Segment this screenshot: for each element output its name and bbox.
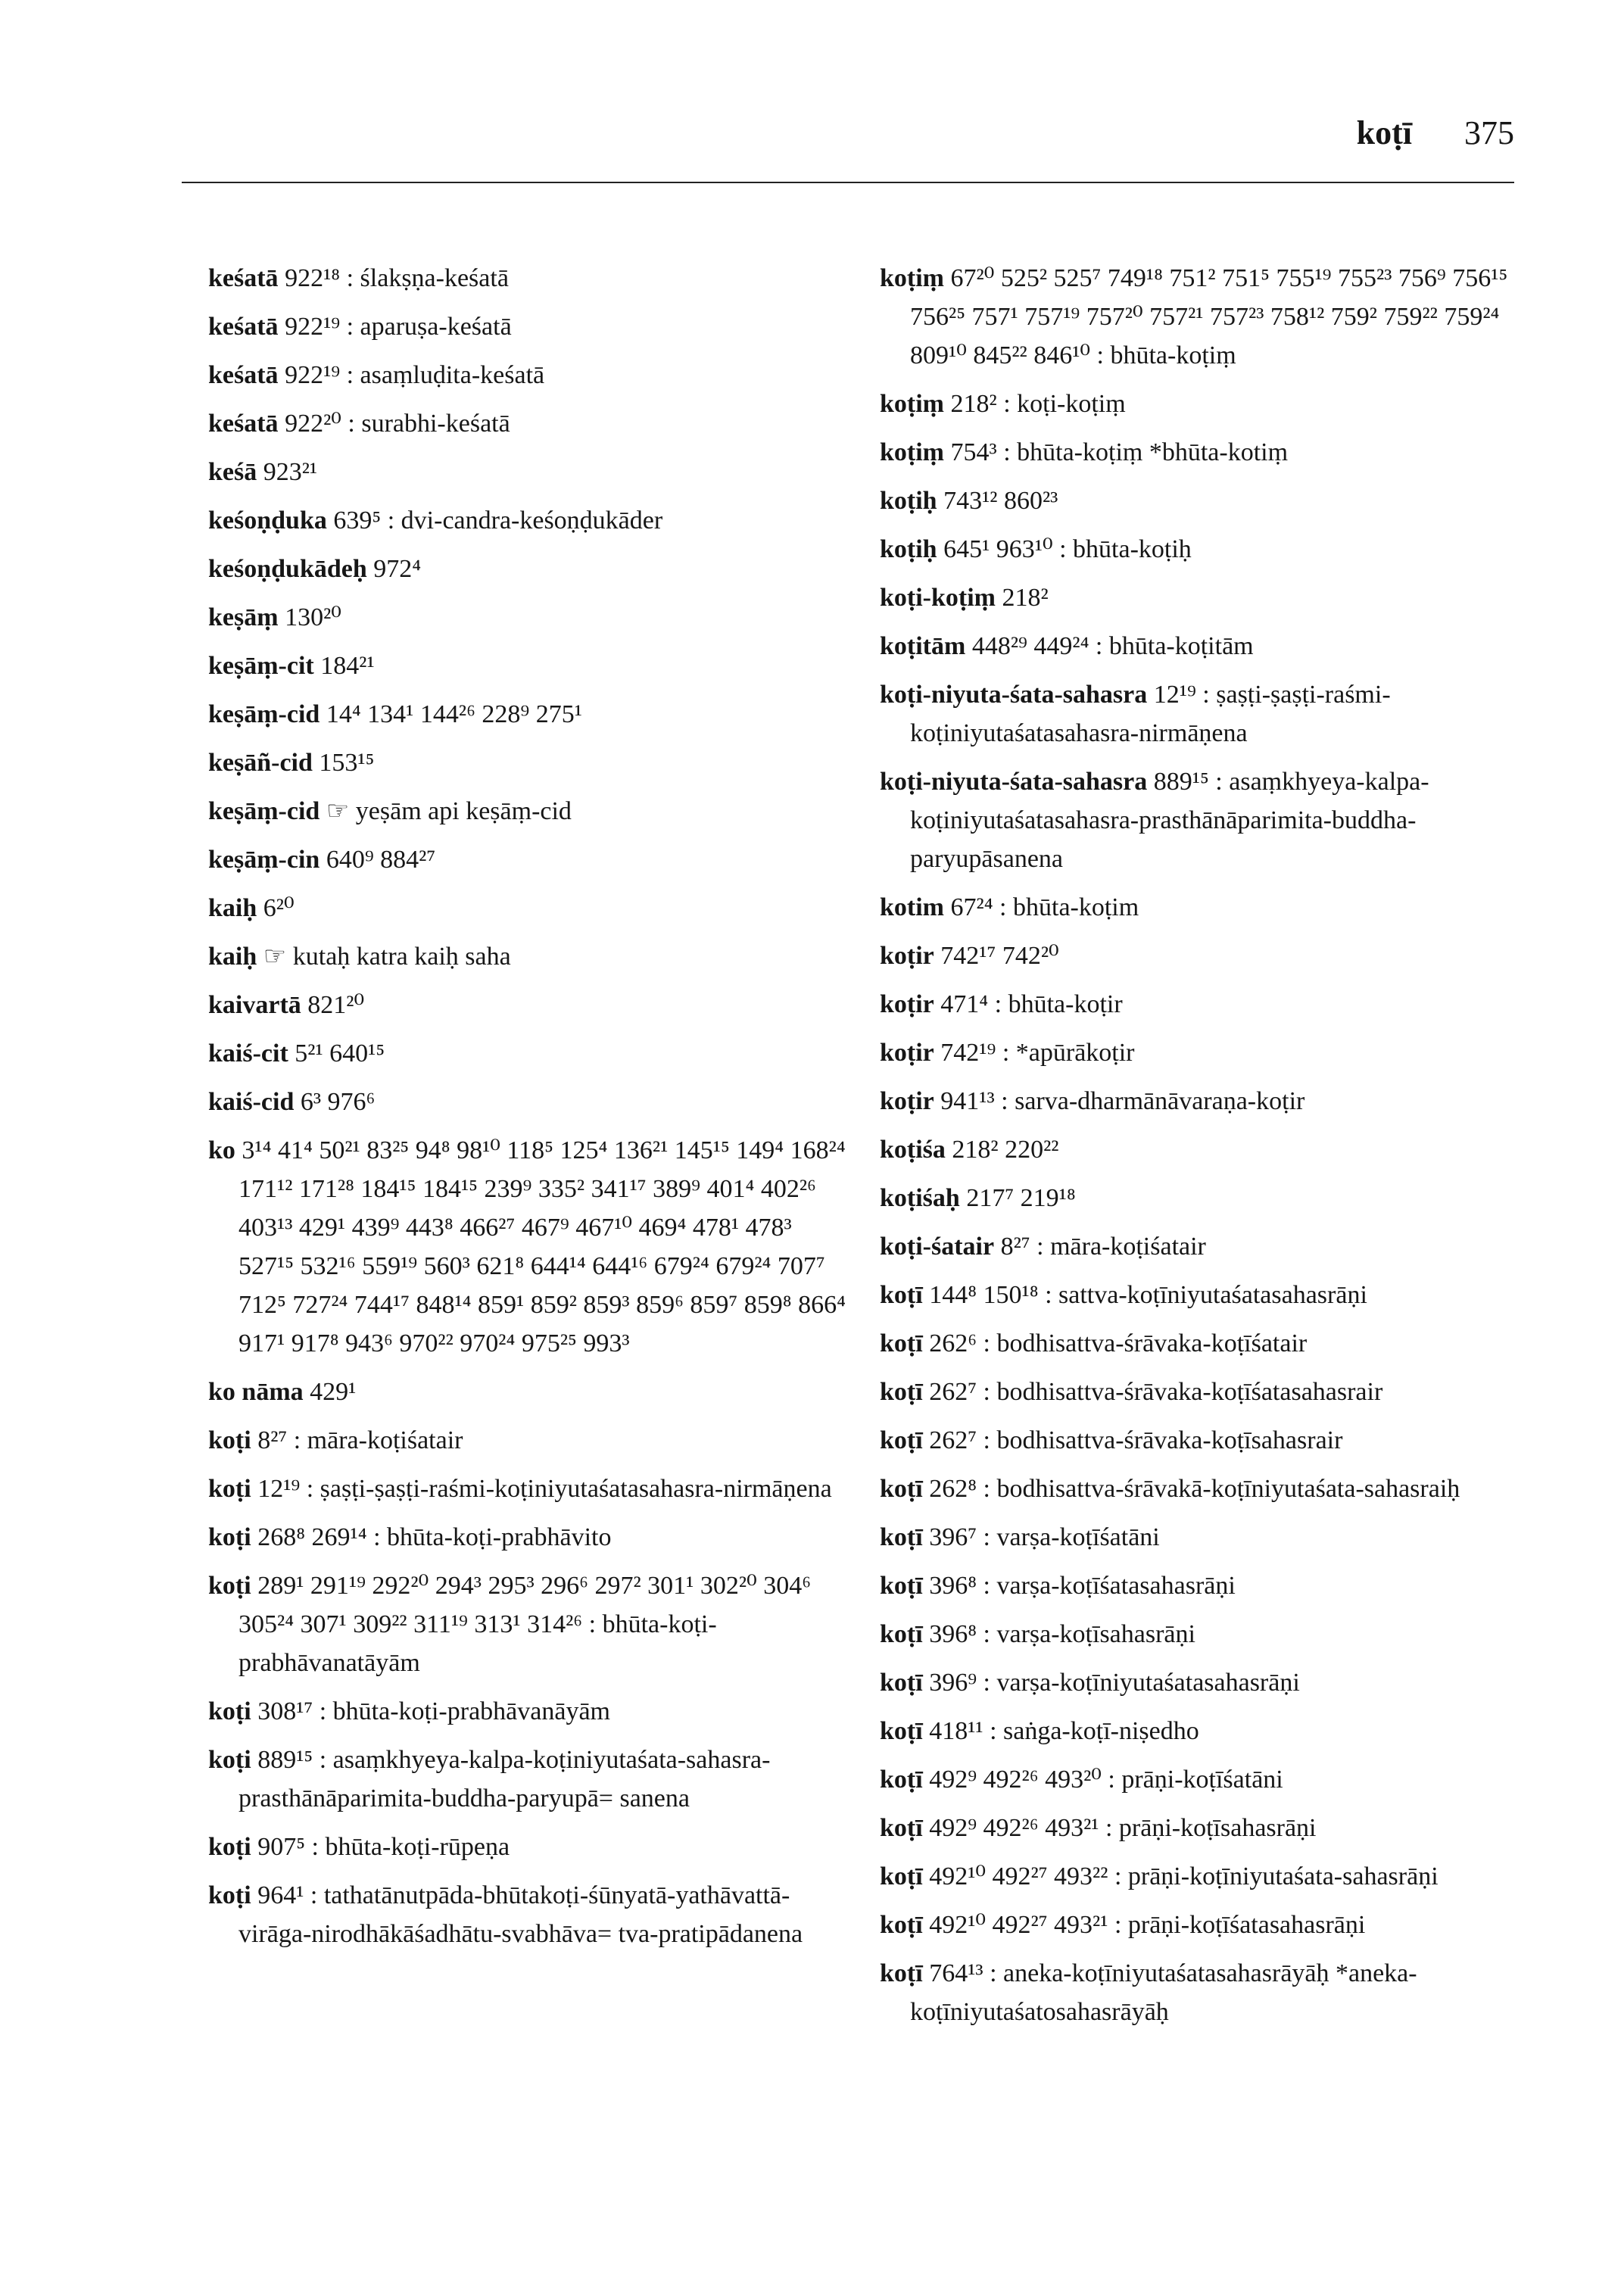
index-entry	[880, 1857, 1527, 1896]
entry-headword: keṣāṃ-cid	[208, 797, 320, 825]
index-entry	[880, 937, 1527, 975]
entry-references: 262⁶ : bodhisattva-śrāvaka-koṭīśatair	[922, 1329, 1308, 1357]
entry-references: 396⁸ : varṣa-koṭīsahasrāṇi	[922, 1620, 1195, 1648]
index-entry	[208, 743, 852, 782]
index-entry	[880, 530, 1527, 569]
entry-headword: koṭiśaḥ	[880, 1184, 960, 1212]
index-entry	[880, 1373, 1527, 1411]
entry-references: 492¹⁰ 492²⁷ 493²² : prāṇi-koṭīniyutaśata-sahasrāṇi	[922, 1862, 1439, 1890]
left-column	[208, 259, 852, 1963]
entry-references: 3¹⁴ 41⁴ 50²¹ 83²⁵ 94⁸ 98¹⁰ 118⁵ 125⁴ 136²¹ 145¹⁵ 149⁴ 168²⁴ 171¹² 171²⁸ 184¹⁵ 184¹⁵ 239⁹ 335² 341¹⁷ 389⁹ 401⁴ 402²⁶ 403¹³ 429¹ 439⁹ 443⁸ 466²⁷ 467⁹ 467¹⁰ 469⁴ 478¹ 478³ 527¹⁵ 532¹⁶ 559¹⁹ 560³ 621⁸ 644¹⁴ 644¹⁶ 679²⁴ 679²⁴ 707⁷ 712⁵ 727²⁴ 744¹⁷ 848¹⁴ 859¹ 859² 859³ 859⁶ 859⁷ 859⁸ 866⁴ 917¹ 917⁸ 943⁶ 970²² 970²⁴ 975²⁵ 993³	[235, 1136, 846, 1357]
entry-references: 492¹⁰ 492²⁷ 493²¹ : prāṇi-koṭīśatasahasrāṇi	[922, 1911, 1366, 1939]
entry-headword: koṭī	[880, 1669, 923, 1697]
index-entry	[208, 404, 852, 443]
index-entry	[208, 1828, 852, 1866]
index-entry	[208, 598, 852, 637]
index-entry	[880, 1421, 1527, 1460]
entry-references: 742¹⁷ 742²⁰	[934, 942, 1059, 970]
entry-headword: koṭī	[880, 1814, 923, 1842]
entry-references: 8²⁷ : māra-koṭiśatair	[251, 1426, 463, 1454]
index-entry	[880, 1663, 1527, 1702]
entry-headword: koṭi	[208, 1572, 251, 1600]
index-entry	[208, 259, 852, 298]
entry-references: 217⁷ 219¹⁸	[959, 1184, 1076, 1212]
entry-headword: koṭī	[880, 1329, 923, 1357]
index-entry	[208, 1083, 852, 1121]
index-entry	[208, 1876, 852, 1953]
index-entry	[208, 1373, 852, 1411]
entry-references: 743¹² 860²³	[937, 487, 1058, 515]
index-entry	[880, 578, 1527, 617]
index-entry	[880, 762, 1527, 878]
index-entry	[880, 1324, 1527, 1363]
index-entry	[208, 501, 852, 540]
entry-references: 889¹⁵ : asaṃkhyeya-kalpa-koṭiniyutaśata-sahasra-prasthānāparimita-buddha-paryupā= sanena	[238, 1746, 771, 1812]
entry-headword: koṭir	[880, 1039, 934, 1067]
entry-headword: koṭī	[880, 1862, 923, 1890]
entry-references: 218² : koṭi-koṭiṃ	[944, 390, 1126, 418]
entry-headword: koṭī	[880, 1475, 923, 1503]
entry-headword: keśoṇḍuka	[208, 506, 327, 535]
entry-references: 418¹¹ : saṅga-koṭī-niṣedho	[922, 1717, 1199, 1745]
entry-headword: koṭī	[880, 1959, 923, 1987]
entry-headword: keṣāṃ-cit	[208, 652, 314, 680]
index-entry	[208, 1741, 852, 1818]
entry-references: 67²⁴ : bhūta-koṭim	[944, 893, 1139, 921]
index-entry	[880, 627, 1527, 665]
entry-headword: koṭi-niyuta-śata-sahasra	[880, 768, 1148, 796]
entry-references: 153¹⁵	[312, 749, 375, 777]
entry-references: 645¹ 963¹⁰ : bhūta-koṭiḥ	[937, 535, 1192, 563]
entry-headword: kaiḥ	[208, 894, 257, 922]
index-entry	[880, 1566, 1527, 1605]
entry-headword: koṭiṃ	[880, 438, 944, 466]
index-entry	[880, 1130, 1527, 1169]
right-column	[880, 259, 1527, 2041]
entry-references: 922¹⁹ : asaṃluḍita-keśatā	[278, 361, 545, 389]
entry-headword: koṭī	[880, 1766, 923, 1794]
entry-headword: koṭir	[880, 942, 934, 970]
entry-references: 218² 220²²	[945, 1136, 1059, 1164]
entry-references: 764¹³ : aneka-koṭīniyutaśatasahasrāyāḥ *aneka-koṭīniyutaśatosahasrāyāḥ	[910, 1959, 1417, 2026]
entry-headword: keṣāñ-cid	[208, 749, 313, 777]
index-entry	[208, 889, 852, 927]
entry-headword: koṭi	[208, 1475, 251, 1503]
entry-headword: koṭi	[208, 1746, 251, 1774]
index-entry	[208, 840, 852, 879]
entry-references: 492⁹ 492²⁶ 493²¹ : prāṇi-koṭīsahasrāṇi	[922, 1814, 1317, 1842]
index-entry	[208, 1034, 852, 1073]
index-entry	[208, 1566, 852, 1682]
index-entry	[208, 307, 852, 346]
entry-headword: koṭī	[880, 1572, 923, 1600]
entry-references: 144⁸ 150¹⁸ : sattva-koṭīniyutaśatasahasrāṇi	[922, 1281, 1367, 1309]
index-entry	[880, 1712, 1527, 1750]
entry-headword: koṭiṃ	[880, 264, 944, 292]
entry-headword: keśatā	[208, 313, 279, 341]
entry-references: 184²¹	[313, 652, 375, 680]
entry-headword: koṭi	[208, 1881, 251, 1909]
index-entry	[880, 1518, 1527, 1557]
index-entry	[880, 1276, 1527, 1314]
index-entry	[880, 1033, 1527, 1072]
entry-headword: koṭitām	[880, 632, 966, 660]
entry-references: 922²⁰ : surabhi-keśatā	[278, 410, 510, 438]
entry-references: 308¹⁷ : bhūta-koṭi-prabhāvanāyām	[251, 1697, 610, 1725]
index-entry	[880, 888, 1527, 927]
entry-references: 429¹	[303, 1378, 357, 1406]
index-entry	[208, 695, 852, 734]
index-entry	[208, 647, 852, 685]
entry-headword: koṭi-koṭiṃ	[880, 584, 996, 612]
entry-headword: koṭī	[880, 1426, 923, 1454]
entry-references: 471⁴ : bhūta-koṭir	[934, 990, 1123, 1018]
index-entry	[208, 937, 852, 976]
index-entry	[880, 1470, 1527, 1508]
entry-headword: koṭi	[208, 1523, 251, 1551]
index-entry	[208, 986, 852, 1024]
entry-headword: kaivartā	[208, 991, 301, 1019]
entry-headword: keśoṇḍukādeḥ	[208, 555, 367, 583]
entry-headword: koṭiśa	[880, 1136, 946, 1164]
index-entry	[208, 550, 852, 588]
entry-references: 6²⁰	[257, 894, 295, 922]
entry-headword: keśā	[208, 458, 257, 486]
entry-references: 941¹³ : sarva-dharmānāvaraṇa-koṭir	[934, 1087, 1305, 1115]
entry-references: 923²¹	[257, 458, 318, 486]
entry-headword: kaiḥ	[208, 943, 257, 971]
entry-references: 14⁴ 134¹ 144²⁶ 228⁹ 275¹	[320, 700, 582, 728]
entry-headword: kaiś-cid	[208, 1088, 295, 1116]
index-entry	[880, 433, 1527, 472]
entry-references: 889¹⁵ : asaṃkhyeya-kalpa-koṭiniyutaśatasahasra-prasthānāparimita-buddha-paryupāsanena	[910, 768, 1429, 873]
entry-references: 922¹⁸ : ślakṣṇa-keśatā	[278, 264, 509, 292]
index-entry	[208, 453, 852, 491]
entry-references: 12¹⁹ : ṣaṣṭi-ṣaṣṭi-raśmi-koṭiniyutaśatasahasra-nirmāṇena	[910, 681, 1391, 747]
entry-headword: koṭī	[880, 1620, 923, 1648]
entry-references: 67²⁰ 525² 525⁷ 749¹⁸ 751² 751⁵ 755¹⁹ 755²³ 756⁹ 756¹⁵ 756²⁵ 757¹ 757¹⁹ 757²⁰ 757²¹ 757²³ 758¹² 759² 759²² 759²⁴ 809¹⁰ 845²² 846¹⁰ : bhūta-koṭiṃ	[910, 264, 1508, 369]
entry-references: 640⁹ 884²⁷	[320, 846, 436, 874]
entry-headword: koṭiḥ	[880, 535, 937, 563]
entry-references: 268⁸ 269¹⁴ : bhūta-koṭi-prabhāvito	[251, 1523, 612, 1551]
entry-references: 6³ 976⁶	[294, 1088, 376, 1116]
page-header	[182, 114, 1514, 183]
entry-headword: ko nāma	[208, 1378, 304, 1406]
index-entry	[880, 1082, 1527, 1121]
entry-headword: kaiś-cit	[208, 1039, 288, 1068]
entry-references: 396⁹ : varṣa-koṭīniyutaśatasahasrāṇi	[922, 1669, 1300, 1697]
entry-references: 972⁴	[366, 555, 422, 583]
entry-headword: koṭī	[880, 1717, 923, 1745]
running-head: koṭī	[1356, 114, 1412, 151]
index-entry	[880, 1179, 1527, 1217]
entry-headword: koṭiṃ	[880, 390, 944, 418]
entry-headword: koṭi-niyuta-śata-sahasra	[880, 681, 1148, 709]
entry-references: ☞ yeṣām api keṣāṃ-cid	[320, 797, 572, 825]
entry-references: ☞ kutaḥ katra kaiḥ saha	[257, 943, 511, 971]
index-entry	[208, 792, 852, 831]
entry-references: 448²⁹ 449²⁴ : bhūta-koṭitām	[965, 632, 1254, 660]
index-entry	[880, 1227, 1527, 1266]
entry-references: 821²⁰	[301, 991, 365, 1019]
entry-headword: keṣāṃ-cin	[208, 846, 320, 874]
entry-headword: koṭir	[880, 990, 934, 1018]
entry-references: 396⁷ : varṣa-koṭīśatāni	[922, 1523, 1160, 1551]
entry-references: 922¹⁹ : aparuṣa-keśatā	[278, 313, 512, 341]
entry-references: 130²⁰	[278, 603, 341, 631]
index-entry	[208, 1421, 852, 1460]
index-entry	[880, 385, 1527, 423]
entry-references: 5²¹ 640¹⁵	[288, 1039, 385, 1068]
entry-headword: koṭi-śatair	[880, 1233, 995, 1261]
entry-references: 754³ : bhūta-koṭiṃ *bhūta-kotiṃ	[944, 438, 1289, 466]
entry-references: 396⁸ : varṣa-koṭīśatasahasrāṇi	[922, 1572, 1236, 1600]
index-entry	[208, 1131, 852, 1363]
entry-references: 12¹⁹ : ṣaṣṭi-ṣaṣṭi-raśmi-koṭiniyutaśatasahasra-nirmāṇena	[251, 1475, 832, 1503]
index-entry	[208, 356, 852, 394]
entry-headword: koṭī	[880, 1523, 923, 1551]
entry-headword: keśatā	[208, 361, 279, 389]
index-entry	[880, 259, 1527, 375]
entry-headword: koṭī	[880, 1911, 923, 1939]
entry-headword: ko	[208, 1136, 235, 1164]
index-entry	[880, 1906, 1527, 1944]
entry-references: 262⁸ : bodhisattva-śrāvakā-koṭīniyutaśata-sahasraiḥ	[922, 1475, 1460, 1503]
index-entry	[880, 985, 1527, 1024]
entry-headword: koṭi	[208, 1697, 251, 1725]
index-entry	[880, 1760, 1527, 1799]
entry-references: 907⁵ : bhūta-koṭi-rūpeṇa	[251, 1833, 510, 1861]
entry-headword: keśatā	[208, 410, 279, 438]
index-entry	[880, 1615, 1527, 1653]
index-entry	[880, 675, 1527, 753]
index-entry	[208, 1470, 852, 1508]
entry-headword: keṣāṃ-cid	[208, 700, 320, 728]
entry-references: 742¹⁹ : *apūrākoṭir	[934, 1039, 1135, 1067]
entry-references: 289¹ 291¹⁹ 292²⁰ 294³ 295³ 296⁶ 297² 301¹ 302²⁰ 304⁶ 305²⁴ 307¹ 309²² 311¹⁹ 313¹ 314²⁶ : bhūta-koṭi-prabhāvanatāyām	[238, 1572, 812, 1677]
index-entry	[880, 482, 1527, 520]
index-entry	[880, 1809, 1527, 1847]
index-entry	[208, 1518, 852, 1557]
entry-headword: keṣāṃ	[208, 603, 279, 631]
page-number: 375	[1464, 114, 1514, 151]
entry-references: 964¹ : tathatānutpāda-bhūtakoṭi-śūnyatā-yathāvattā-virāga-nirodhākāśadhātu-svabhāva= tva-pratipādanena	[238, 1881, 803, 1948]
entry-references: 492⁹ 492²⁶ 493²⁰ : prāṇi-koṭīśatāni	[922, 1766, 1283, 1794]
entry-references: 262⁷ : bodhisattva-śrāvaka-koṭīsahasrair	[922, 1426, 1343, 1454]
entry-headword: koṭir	[880, 1087, 934, 1115]
index-entry	[880, 1954, 1527, 2031]
entry-headword: koṭī	[880, 1378, 923, 1406]
entry-headword: kotim	[880, 893, 944, 921]
entry-headword: keśatā	[208, 264, 279, 292]
entry-headword: koṭi	[208, 1833, 251, 1861]
index-entry	[208, 1692, 852, 1731]
entry-headword: koṭī	[880, 1281, 923, 1309]
entry-references: 218²	[996, 584, 1049, 612]
entry-references: 262⁷ : bodhisattva-śrāvaka-koṭīśatasahasrair	[922, 1378, 1383, 1406]
entry-headword: koṭi	[208, 1426, 251, 1454]
entry-references: 8²⁷ : māra-koṭiśatair	[994, 1233, 1206, 1261]
entry-references: 639⁵ : dvi-candra-keśoṇḍukāder	[326, 506, 663, 535]
entry-headword: koṭiḥ	[880, 487, 937, 515]
